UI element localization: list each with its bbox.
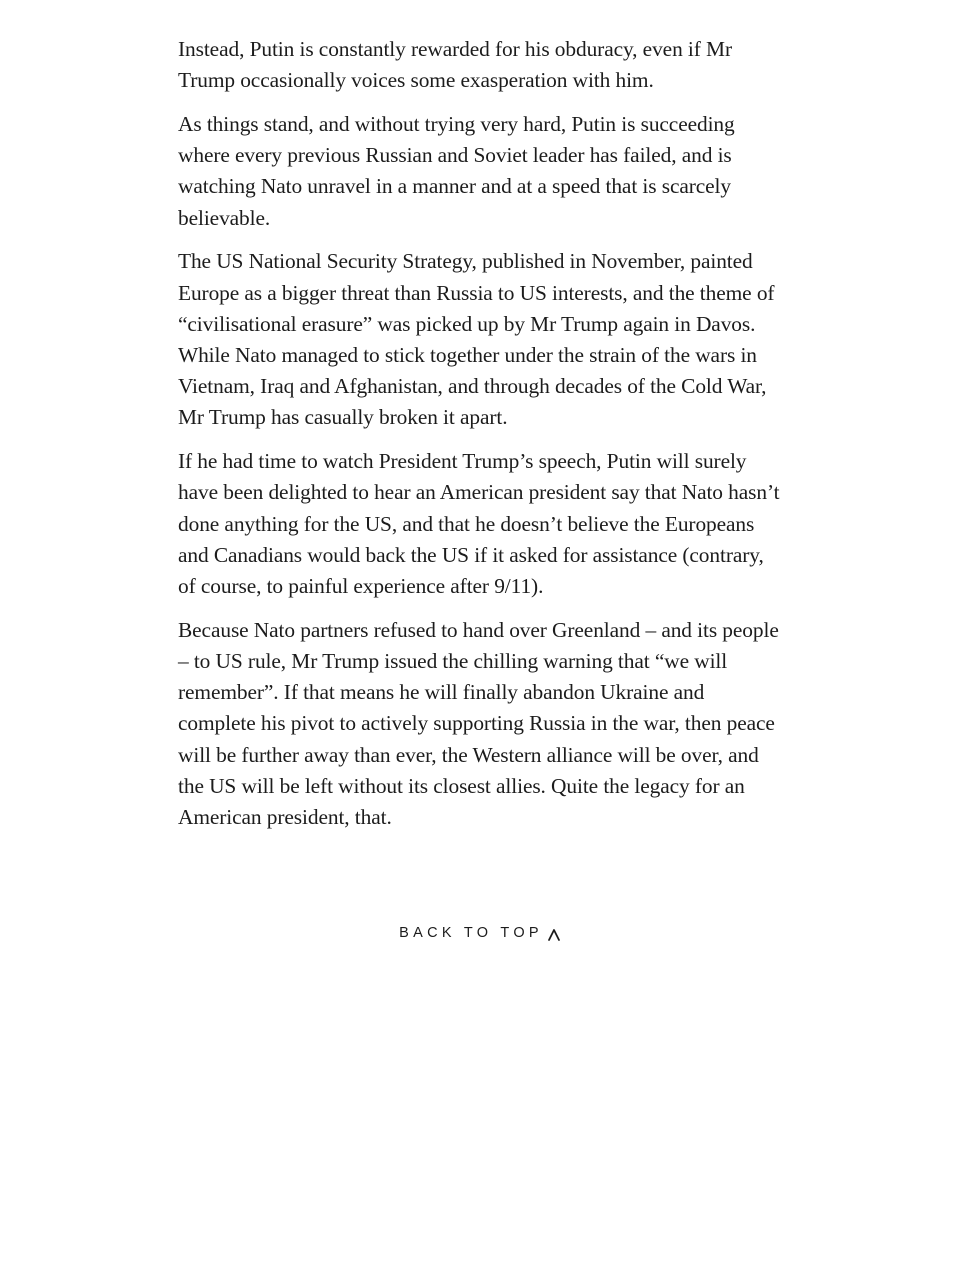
article-paragraph: If he had time to watch President Trump’s speech, Putin will surely have been delighted to hear an American president say that Nato hasn’t done anything for the US, and that he doesn’t believe the Europeans and Canadians would back the US if it asked for assistance (contrary, of course, to painful experience after 9/11). (178, 449, 780, 599)
article-paragraph: The US National Security Strategy, published in November, painted Europe as a bigger threat than Russia to US interests, and the theme of “civilisational erasure” was picked up by Mr Trump again in Davos. While Nato managed to stick together under the strain of the wars in Vietnam, Iraq and Afghanistan, and through decades of the Cold War, Mr Trump has casually broken it apart. (178, 249, 775, 430)
article-paragraph: Instead, Putin is constantly rewarded for his obduracy, even if Mr Trump occasionally voices some exasperation with him. (178, 37, 732, 93)
chevron-up-icon (547, 928, 561, 942)
article-paragraph: As things stand, and without trying very hard, Putin is succeeding where every previous Russian and Soviet leader has failed, and is watching Nato unravel in a manner and at a speed that is scarcely believable. (178, 112, 735, 230)
back-to-top-label: BACK TO TOP (399, 925, 543, 941)
back-to-top-link[interactable] (0, 924, 960, 942)
article-body (178, 34, 782, 846)
article-paragraph: Because Nato partners refused to hand over Greenland – and its people – to US rule, Mr Trump issued the chilling warning that “we will remember”. If that means he will finally abandon Ukraine and complete his pivot to actively supporting Russia in the war, then peace will be further away than ever, the Western alliance will be over, and the US will be left without its closest allies. Quite the legacy for an American president, that. (178, 617, 779, 830)
